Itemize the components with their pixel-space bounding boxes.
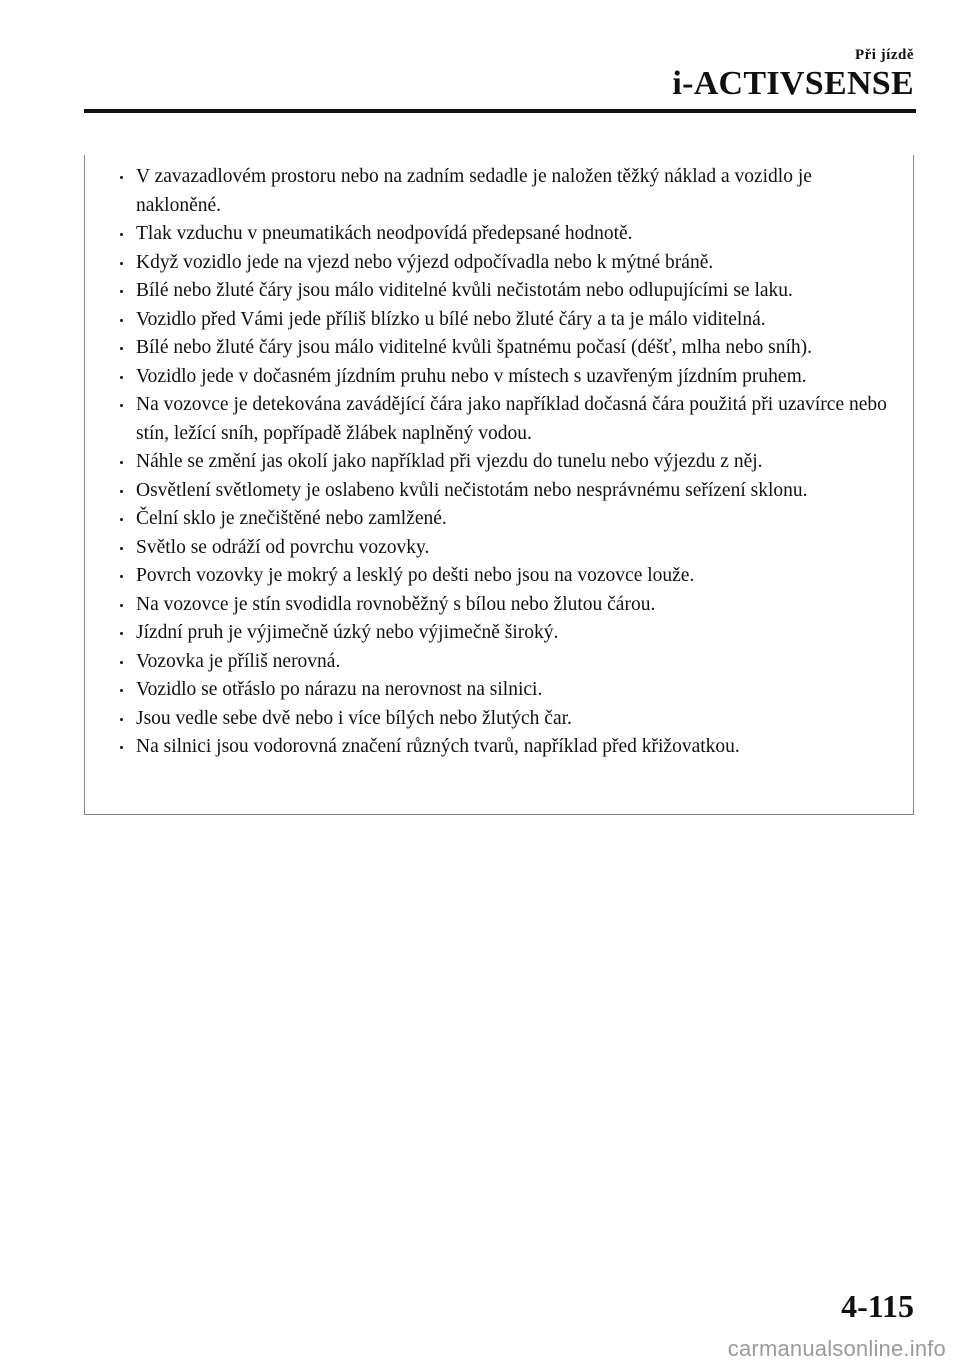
- condition-item: Osvětlení světlomety je oslabeno kvůli nečistotám nebo nesprávnému seřízení sklonu.: [136, 477, 897, 506]
- condition-item: Vozidlo jede v dočasném jízdním pruhu nebo v místech s uzavřeným jízdním pruhem.: [136, 363, 897, 392]
- condition-item: Bílé nebo žluté čáry jsou málo viditelné kvůli nečistotám nebo odlupujícími se laku.: [136, 277, 897, 306]
- condition-item: Vozovka je příliš nerovná.: [136, 648, 897, 677]
- conditions-list: [85, 155, 913, 762]
- condition-item: Náhle se změní jas okolí jako například při vjezdu do tunelu nebo výjezdu z něj.: [136, 448, 897, 477]
- condition-item: Tlak vzduchu v pneumatikách neodpovídá předepsané hodnotě.: [136, 220, 897, 249]
- condition-item: V zavazadlovém prostoru nebo na zadním sedadle je naložen těžký náklad a vozidlo je nakloněné.: [136, 163, 897, 220]
- condition-item: Jízdní pruh je výjimečně úzký nebo výjimečně široký.: [136, 619, 897, 648]
- condition-item: Vozidlo se otřáslo po nárazu na nerovnost na silnici.: [136, 676, 897, 705]
- condition-item: Povrch vozovky je mokrý a lesklý po dešti nebo jsou na vozovce louže.: [136, 562, 897, 591]
- condition-item: Když vozidlo jede na vjezd nebo výjezd odpočívadla nebo k mýtné bráně.: [136, 249, 897, 278]
- condition-item: Světlo se odráží od povrchu vozovky.: [136, 534, 897, 563]
- condition-item: Na vozovce je stín svodidla rovnoběžný s bílou nebo žlutou čárou.: [136, 591, 897, 620]
- condition-item: Čelní sklo je znečištěné nebo zamlžené.: [136, 505, 897, 534]
- header-rule: [84, 109, 916, 113]
- condition-item: Vozidlo před Vámi jede příliš blízko u bílé nebo žluté čáry a ta je málo viditelná.: [136, 306, 897, 335]
- section-name: Při jízdě: [854, 47, 914, 63]
- chapter-title: i-ACTIVSENSE: [672, 65, 914, 102]
- watermark-link[interactable]: carmanualsonline.info: [727, 1336, 946, 1361]
- conditions-box: [84, 155, 914, 815]
- condition-item: Na silnici jsou vodorovná značení různých tvarů, například před křižovatkou.: [136, 733, 897, 762]
- page-number: 4-115: [841, 1288, 914, 1324]
- condition-item: Jsou vedle sebe dvě nebo i více bílých nebo žlutých čar.: [136, 705, 897, 734]
- condition-item: Bílé nebo žluté čáry jsou málo viditelné kvůli špatnému počasí (déšť, mlha nebo sníh).: [136, 334, 897, 363]
- condition-item: Na vozovce je detekována zavádějící čára jako například dočasná čára použitá při uzavírce nebo stín, ležící sníh, popřípadě žlábek naplněný vodou.: [136, 391, 897, 448]
